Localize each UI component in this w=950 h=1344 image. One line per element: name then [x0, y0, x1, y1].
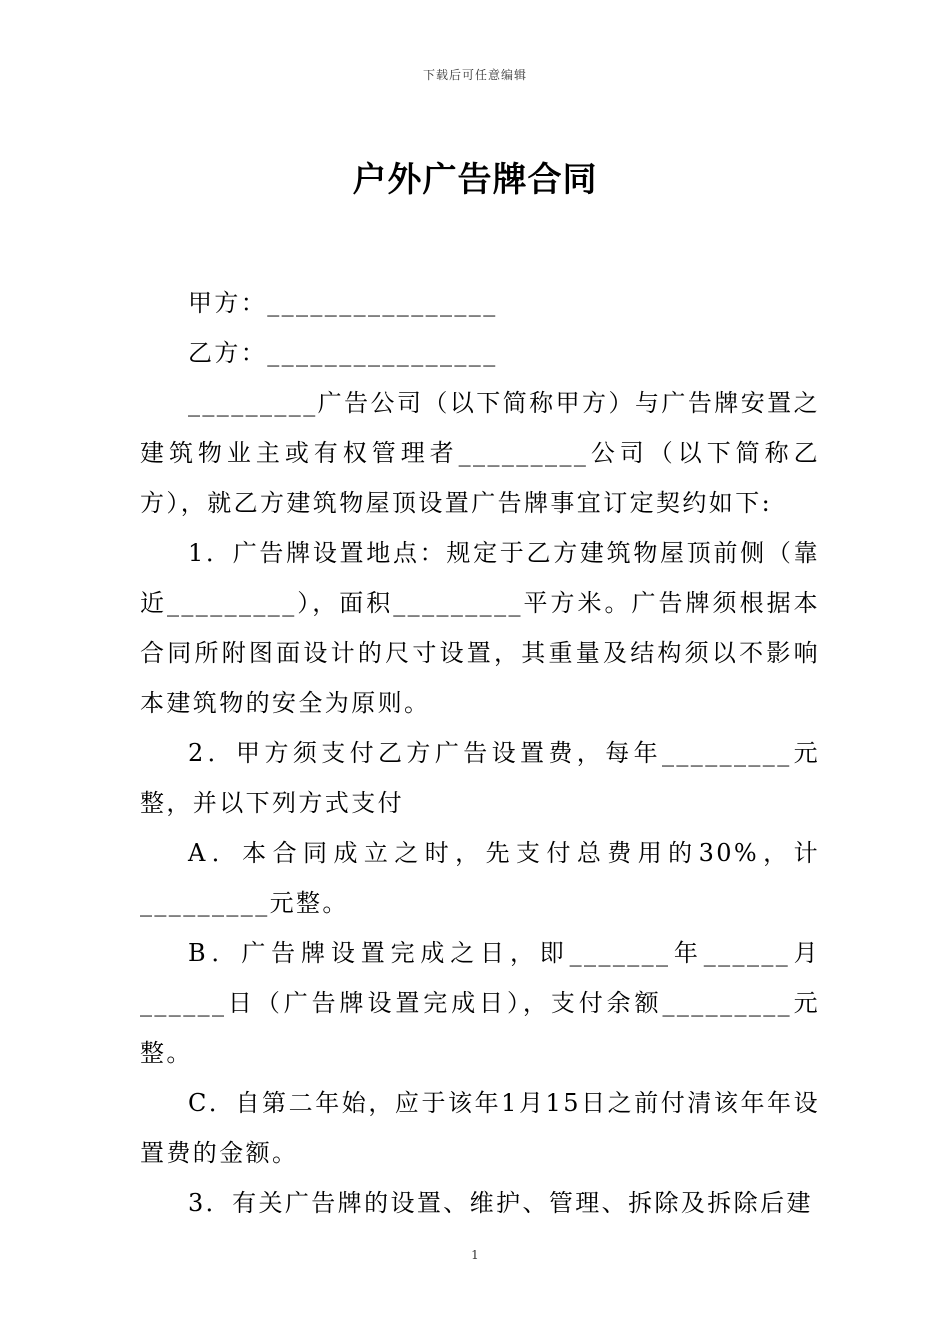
clause-1-location: 1．广告牌设置地点：规定于乙方建筑物屋顶前侧（靠近_________），面积_________平方米。广告牌须根据本合同所附图面设计的尺寸设置，其重量及结构须以不影响本建筑物的安全为原则。 [140, 539, 820, 717]
header-note: 下载后可任意编辑 [422, 68, 527, 82]
clause-2-fee: 2．甲方须支付乙方广告设置费，每年_________元整，并以下列方式支付 [140, 739, 820, 817]
party-b-line: 乙方：________________ [188, 339, 498, 367]
clause-3-start: 3．有关广告牌的设置、维护、管理、拆除及拆除后建 [188, 1189, 813, 1217]
clause-2-item-b: B．广告牌设置完成之日，即_______年______月______日（广告牌设置完成日），支付余额_________元整。 [140, 939, 820, 1067]
clause-2-item-c: C．自第二年始，应于该年1月15日之前付清该年年设置费的金额。 [140, 1089, 820, 1167]
clause-2-item-a: A．本合同成立之时，先支付总费用的30%，计_________元整。 [140, 839, 820, 917]
page-number: 1 [471, 1248, 479, 1262]
party-a-line: 甲方：________________ [188, 289, 498, 317]
intro-paragraph: _________广告公司（以下简称甲方）与广告牌安置之建筑物业主或有权管理者_________公司（以下简称乙方），就乙方建筑物屋顶设置广告牌事宜订定契约如下: [140, 389, 820, 517]
document-body [140, 278, 820, 1228]
document-title: 户外广告牌合同 [352, 160, 598, 200]
